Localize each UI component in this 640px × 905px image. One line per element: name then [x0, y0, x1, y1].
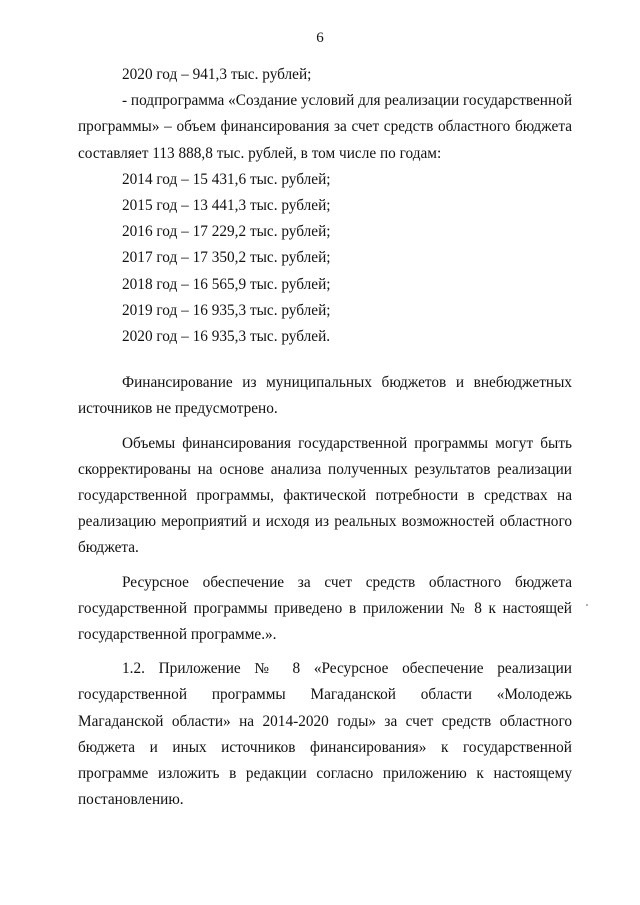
paragraph-1-2: 1.2. Приложение № 8 «Ресурсное обеспечение реализации государственной программы Магаданской области «Молодежь Магаданской области» на 2014-2020 годы» за счет средств областного бюджета и иных источников финансирования» к государственной программе изложить в редакции согласно приложению к настоящему постановлению.	[78, 660, 572, 809]
scan-speck	[586, 604, 588, 606]
year-line-2017: 2017 год – 17 350,2 тыс. рублей;	[122, 249, 331, 267]
year-line-2019: 2019 год – 16 935,3 тыс. рублей;	[122, 301, 331, 319]
year-line-2014: 2014 год – 15 431,6 тыс. рублей;	[122, 170, 331, 188]
page-number: 6	[316, 30, 324, 46]
paragraph-municipal: Финансирование из муниципальных бюджетов и внебюджетных источников не предусмотрено.	[78, 374, 572, 418]
subprogram-paragraph: - подпрограмма «Создание условий для реализации государственной программы» – объем финансирования за счет средств областного бюджета составляет 113 888,8 тыс. рублей, в том числе по годам:	[78, 92, 573, 162]
year-line-2016: 2016 год – 17 229,2 тыс. рублей;	[122, 223, 331, 241]
year-line-2018: 2018 год – 16 565,9 тыс. рублей;	[122, 275, 331, 293]
spacer	[78, 350, 572, 370]
year-line-2020: 2020 год – 16 935,3 тыс. рублей.	[122, 328, 331, 346]
paragraph-resource: Ресурсное обеспечение за счет средств областного бюджета государственной программы приведено в приложении № 8 к настоящей государственной программе.».	[78, 573, 572, 644]
paragraph-volumes: Объемы финансирования государственной программы могут быть скорректированы на основе анализа полученных результатов реализации государственной программы, фактической потребности в средствах на реализацию мероприятий и исходя из реальных возможностей областного бюджета.	[78, 434, 572, 557]
body-text	[78, 62, 572, 813]
spacer	[78, 562, 572, 570]
year-line-2015: 2015 год – 13 441,3 тыс. рублей;	[122, 197, 331, 215]
year-2020-first: 2020 год – 941,3 тыс. рублей;	[122, 66, 312, 83]
spacer	[78, 648, 572, 656]
spacer	[78, 423, 572, 431]
